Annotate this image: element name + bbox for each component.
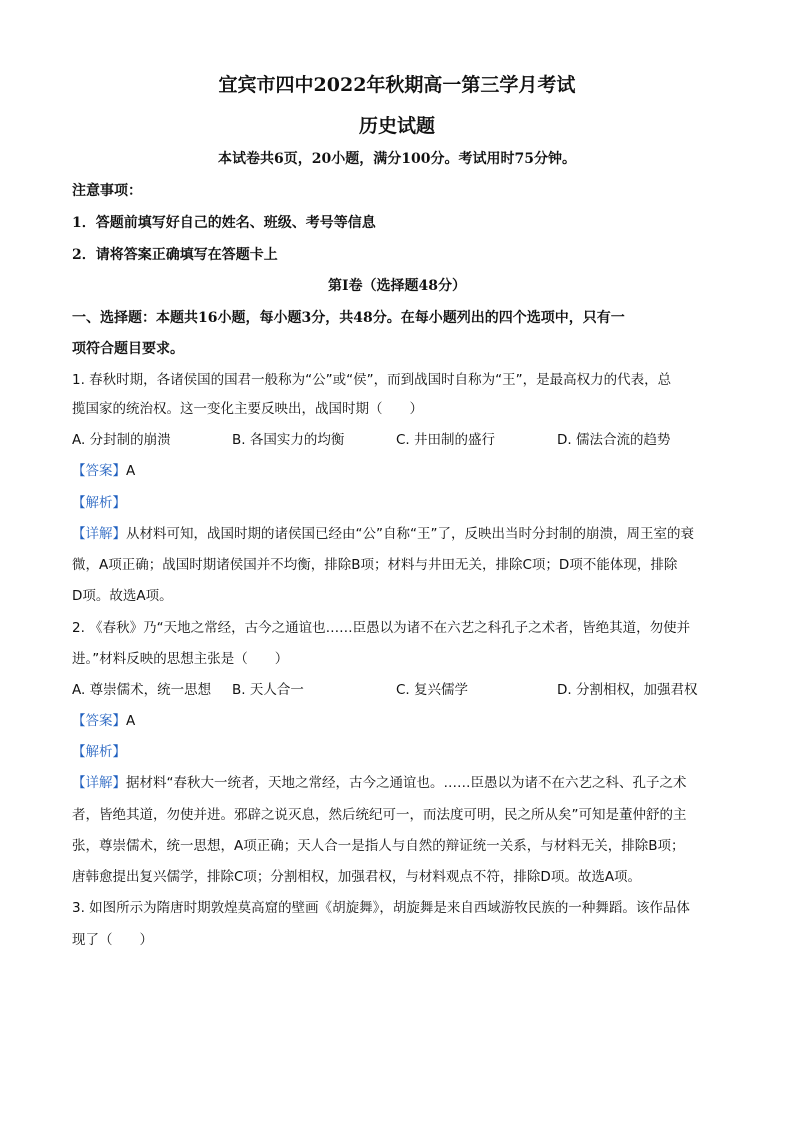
q1-detail-line1: [72, 524, 694, 544]
notes-item-1: 1．答题前填写好自己的姓名、班级、考号等信息: [72, 215, 376, 231]
q1-answer: [72, 461, 135, 481]
q3-stem-line1: 3. 如图所示为隋唐时期敦煌莫高窟的壁画《胡旋舞》，胡旋舞是来自西域游牧民族的一种舞蹈。该作品体: [72, 900, 690, 916]
q1-option-a: A. 分封制的崩溃: [72, 432, 171, 448]
q2-detail-line3: 张，尊崇儒术，统一思想，A项正确；天人合一是指人与自然的辩证统一关系，与材料无关，排除B项；: [72, 838, 685, 854]
q1-option-b: B. 各国实力的均衡: [232, 432, 345, 448]
analysis-label: 【解析】: [72, 495, 126, 511]
q1-detail-line2: 微，A项正确；战国时期诸侯国并不均衡，排除B项；材料与井田无关，排除C项；D项不能体现，排除: [72, 557, 678, 573]
exam-info: 本试卷共6页，20小题，满分100分。考试用时75分钟。: [218, 151, 576, 167]
q1-detail-line3: D项。故选A项。: [72, 588, 173, 604]
q2-detail-line1: [72, 773, 687, 793]
q3-stem-line2: 现了（ ）: [72, 932, 153, 948]
answer-label: 【答案】: [72, 463, 126, 479]
q2-detail-line4: 唐韩愈提出复兴儒学，排除C项；分割相权，加强君权，与材料观点不符，排除D项。故选A项。: [72, 869, 642, 885]
detail-label: 【详解】: [72, 775, 126, 791]
exam-title: 宜宾市四中2022年秋期高一第三学月考试: [218, 74, 576, 96]
q2-stem-line1: 2. 《春秋》乃“天地之常经，古今之通谊也……臣愚以为诸不在六艺之科孔子之术者，皆绝其道，勿使并: [72, 620, 691, 636]
section-instructions-line2: 项符合题目要求。: [72, 341, 184, 357]
q1-stem-line2: 揽国家的统治权。这一变化主要反映出，战国时期（ ）: [72, 401, 423, 417]
q1-stem-line1: 1. 春秋时期，各诸侯国的国君一般称为“公”或“侯”，而到战国时自称为“王”，是最高权力的代表，总: [72, 372, 672, 388]
section-instructions-line1: 一、选择题：本题共16小题，每小题3分，共48分。在每小题列出的四个选项中，只有一: [72, 310, 625, 326]
q2-option-b: B. 天人合一: [232, 682, 304, 698]
q1-answer-value: A: [126, 463, 136, 479]
detail-label: 【详解】: [72, 526, 126, 542]
answer-label: 【答案】: [72, 713, 126, 729]
q2-analysis-label: [72, 742, 126, 762]
q2-answer: [72, 711, 135, 731]
q1-option-d: D. 儒法合流的趋势: [557, 432, 671, 448]
q2-stem-line2: 进。”材料反映的思想主张是（ ）: [72, 651, 289, 667]
q2-answer-value: A: [126, 713, 136, 729]
q1-analysis-label: [72, 493, 126, 513]
q1-detail-text1: 从材料可知，战国时期的诸侯国已经由“公”自称“王”了，反映出当时分封制的崩溃，周王室的衰: [126, 526, 694, 542]
exam-subject: 历史试题: [358, 115, 435, 137]
notes-heading: 注意事项：: [72, 183, 142, 199]
q1-option-c: C. 井田制的盛行: [396, 432, 496, 448]
q2-detail-line2: 者，皆绝其道，勿使并进。邪辟之说灭息，然后统纪可一，而法度可明，民之所从矣”可知是董仲舒的主: [72, 807, 687, 823]
volume-heading: 第I卷（选择题48分）: [327, 278, 467, 294]
notes-item-2: 2．请将答案正确填写在答题卡上: [72, 247, 278, 263]
q2-detail-text1: 据材料“春秋大一统者，天地之常经，古今之通谊也。……臣愚以为诸不在六艺之科、孔子之术: [126, 775, 687, 791]
q2-option-a: A. 尊崇儒术，统一思想: [72, 682, 212, 698]
q2-option-d: D. 分割相权，加强君权: [557, 682, 698, 698]
q2-option-c: C. 复兴儒学: [396, 682, 469, 698]
analysis-label: 【解析】: [72, 744, 126, 760]
